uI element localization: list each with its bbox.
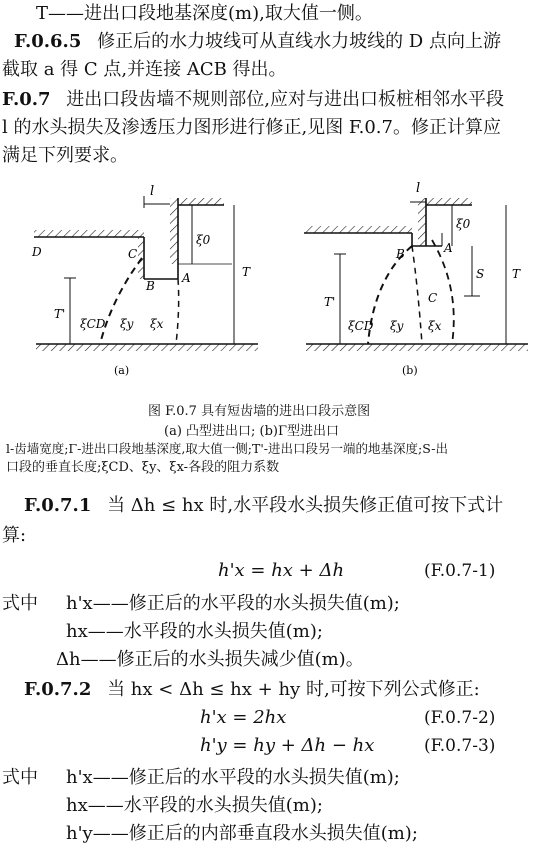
formula-f0-7-2: h'x = 2hx bbox=[200, 707, 287, 728]
clause-number: F.0.7.1 bbox=[24, 495, 92, 516]
clause-text-continued: 算: bbox=[2, 525, 27, 546]
definition-hy-prime: h'y——修正后的内部垂直段水头损失值(m); bbox=[66, 823, 418, 844]
fig-b-label-s: S bbox=[476, 267, 485, 281]
clause-text: 当 hx < Δh ≤ hx + hy 时,可按下列公式修正: bbox=[107, 679, 480, 700]
clause-f0-7-1 bbox=[24, 494, 503, 518]
fig-a-label-xicd: ξCD bbox=[80, 317, 106, 331]
fig-b-label-xicd: ξCD bbox=[348, 319, 374, 333]
clause-number: F.0.7.2 bbox=[24, 679, 92, 700]
figure-b-structure bbox=[304, 198, 528, 351]
fig-a-label-l: l bbox=[150, 184, 155, 199]
text-line-3: 截取 a 得 C 点,并连接 ACB 得出。 bbox=[2, 59, 287, 80]
equation-number: (F.0.7-2) bbox=[424, 708, 496, 728]
figure-a-structure bbox=[34, 196, 258, 351]
text-line-4 bbox=[2, 88, 504, 112]
fig-a-label-d: D bbox=[32, 245, 42, 259]
text-line-5: l 的水头损失及渗透压力图形进行修正,见图 F.0.7。修正计算应 bbox=[2, 117, 501, 138]
fig-a-label-a: A bbox=[182, 271, 191, 285]
fig-a-label-t: T bbox=[242, 265, 251, 279]
figure-caption: 图 F.0.7 具有短齿墙的进出口段示意图 bbox=[148, 404, 371, 419]
equation-number: (F.0.7-1) bbox=[424, 561, 496, 581]
fig-b-label-tp: T' bbox=[324, 295, 336, 309]
fig-b-label: (b) bbox=[402, 364, 418, 377]
fig-a-label-tp: T' bbox=[54, 307, 66, 321]
text-line-2 bbox=[14, 30, 501, 54]
section-number: F.0.6.5 bbox=[14, 31, 82, 52]
where-label: 式中 bbox=[2, 767, 38, 788]
text-line-1: T——进出口段地基深度(m),取大值一侧。 bbox=[36, 3, 373, 24]
figure-legend-2: 口段的垂直长度;ξCD、ξy、ξx-各段的阻力系数 bbox=[6, 460, 280, 475]
fig-a-label-xiy: ξy bbox=[120, 317, 134, 331]
equation-number: (F.0.7-3) bbox=[424, 736, 496, 756]
fig-b-label-xix: ξx bbox=[428, 319, 442, 333]
figure-b bbox=[292, 178, 537, 388]
fig-b-label-a: A bbox=[444, 241, 453, 255]
section-number: F.0.7 bbox=[2, 89, 51, 110]
definition-delta-h: Δh——修正后的水头损失减少值(m)。 bbox=[56, 649, 364, 670]
section-text: 进出口段齿墙不规则部位,应对与进出口板桩相邻水平段 bbox=[66, 89, 505, 110]
fig-b-label-c: C bbox=[428, 291, 438, 305]
formula-f0-7-1: h'x = hx + Δh bbox=[218, 560, 345, 581]
fig-b-label-t: T bbox=[512, 267, 521, 281]
fig-a-label-b: B bbox=[146, 279, 155, 293]
definition-hx: hx——水平段的水头损失值(m); bbox=[66, 795, 323, 816]
fig-b-label-xi0: ξ0 bbox=[456, 217, 471, 231]
section-text: 修正后的水力坡线可从直线水力坡线的 D 点向上游 bbox=[97, 31, 501, 52]
formula-f0-7-3: h'y = hy + Δh − hx bbox=[200, 735, 375, 756]
fig-a-label-xi0: ξ0 bbox=[196, 233, 211, 247]
fig-b-label-b: B bbox=[396, 247, 405, 261]
figure-legend-1: l-齿墙宽度;Γ-进出口段地基深度,取大值一侧;T'-进出口段另一端的地基深度;S-出 bbox=[6, 441, 448, 456]
figure-subcaption: (a) 凸型进出口; (b)Γ型进出口 bbox=[164, 424, 340, 439]
clause-f0-7-2 bbox=[24, 678, 480, 702]
where-label: 式中 bbox=[2, 593, 38, 614]
definition-hx: hx——水平段的水头损失值(m); bbox=[66, 621, 323, 642]
definition-hx-prime: h'x——修正后的水平段的水头损失值(m); bbox=[66, 767, 400, 788]
definition-hx-prime: h'x——修正后的水平段的水头损失值(m); bbox=[66, 593, 400, 614]
clause-text: 当 Δh ≤ hx 时,水平段水头损失修正值可按下式计 bbox=[107, 495, 504, 516]
text-line-6: 满足下列要求。 bbox=[2, 145, 128, 166]
figure-a bbox=[20, 178, 270, 388]
fig-b-label-l: l bbox=[416, 181, 421, 196]
fig-a-label-c: C bbox=[128, 247, 138, 261]
fig-a-label: (a) bbox=[114, 364, 130, 377]
fig-a-label-xix: ξx bbox=[150, 317, 164, 331]
fig-b-label-xiy: ξy bbox=[390, 319, 404, 333]
